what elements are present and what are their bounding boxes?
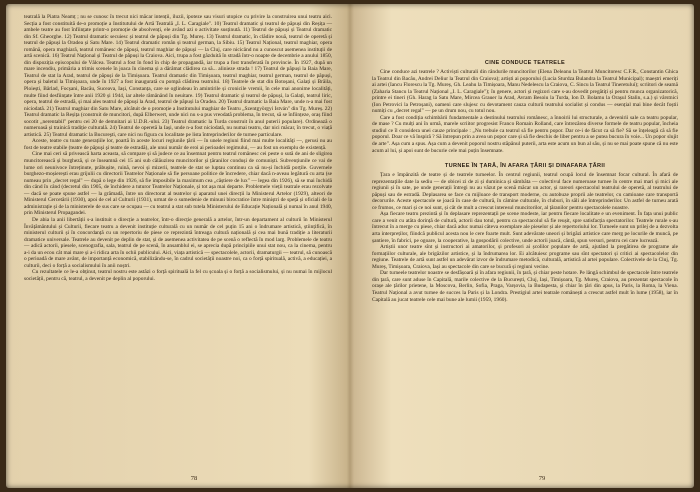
left-paragraph: Cu rezultatele ce le-a obținut, teatrul nostru este astăzi o forță spirituală la fel cu școala și o forță a socialismului, și nu numai în mijlocul societății, pentru că, teatrul, a devenit pe deplin al poporului. <box>24 269 332 282</box>
left-paragraph: teatrală la Piatra Neamț ; nu se cunosc în trecut nici măcar intenții, iluzii, ipoteze sau visuri utopice cu privire la construirea unui teatru aici. Secția a fost constituită de-o promoție a Institutului de Artă Teatrală „I. L. Caragiale". 10) Teatrul dramatic și teatrul de păpuși din Reșița — ambele teatre au fost înființate printr-o promoție de absolvenți, ele având azi o activitate susținută. 11) Teatrul de păpuși și Teatrul dramatic din Sf. Gheorghe. 12) Teatrul dramatic secuiesc și teatrul de păpuși din Tg. Mureș. 13) Teatrul dramatic, în clădire nouă, teatrul de operetă și teatrul de păpuși la Oradea și Satu Mare. 14) Teatrul dramatic român și teatrul german, la Sibiu. 15) Teatrul Național, teatrul maghiar, opera română, opera maghiară, teatrul românesc de păpuși, teatrul maghiar de păpuși — la Cluj, care nicicând nu a cunoscut asemenea instituții de artă scenică. 16) Teatrul Național și Teatrul de păpuși la Craiova. Aici, trupa a fost găzduită în stradă într-o noapte de decembrie a anului 1850, din dispoziția episcopului de Vâlcea. Teatrul a fost în fond în chip de propagandă, iar trupa a fost transferată în provincie. În 1927, după un mare incendiu, primăria a trimis scenele în joaca în cinema și a dărâmat clădirea ca să... alinieze strada ! 17) Teatrul de păpuși la Baia Mare, Teatrul de stat la Arad, teatrul de păpuși de la Timișoara. Teatrul dramatic din Timișoara, teatrul maghiar, teatrul german, teatrul de păpuși, opera și baletul la Timișoara, unde în 1927 a fost inaugurată cu pompă clădirea teatrului. 18) Teatrele de stat din Botoșani, Galați și Brăila, Ploiești, Bârlad, Focșani, Bacău, Suceava, Iași, Constanța, care se oglindeau în amintirile și cronicile vremii, în cele mai anonime localități, multe fiind desființate între anii 1920 și 1944, iar altele rămânând în neuitare. 19) Teatrul dramatic și teatrul de păpuși, la Galați, teatrul liric, opera, teatrul de estradă, și mai ales teatrul de păpuși la Arad, teatrul de păpuși la Oradea. 20) Teatrul dramatic la Baia Mare, unde n-a mai fost niciodată. 21) Teatrul maghiar din Satu Mare, alcătuit de o promoție a Institutului maghiar de Teatru „Szentgyörgyi István" din Tg. Mureș. 22) Teatrul dramatic la Reșița (construit de muncitori, după Elberwert, unde nici nu s-a pus vreodată problema, în trecut, să se înființeze, oraș fiind socotit „nerentabil" pentru cei 20 de demnitari ai U.D.R.-ului. 23) Teatrul dramatic la Turda construit în anul puterii populare). Ordinează o numeroasă și trainică tradiție culturală. 24) Teatrul de operetă la Iași, unde n-a fost niciodată, nu numai teatru, dar nici măcar, în trecut, o viață artistică. 25) Teatrul dramatic la Bucureşti, care nici nu figura cu localitate pe lista întreprinderilor de turnee particulare. <box>24 14 332 138</box>
left-paragraph: Aceste, teatre cu toate generațiile lor, poartă în aceste locuri regiunile ţării — în unele regiuni fiind mai multe localităţi —, gerusi nu au fost de teatre stabile (teatre de păpuşi şi teatre de estradă), ale unui număr de eroi ai perioadei regimului, — au fost un exemplu de existență. <box>24 138 332 151</box>
left-page-body <box>24 14 332 282</box>
right-paragraph: Țara e împânzită de teatre și de teatrele turneelor. În centrul regiunii, teatrul ocupă locul de însemnat focar cultural. În afară de reprezentațiile date la sediu — de obicei zi de zi și duminica și sâmbăta — colectivul face numeroase turnee în centre mai mari și mici ale regiunii și în sate, pe unde generații întregi nu au văzut pe scenă măcar un actor, și rareori spectacolul teatrului de operetă, al teatrului de păpuși sau de estradă. Deplasarea se face cu mijloace de transport moderne, cu autobuze proprii ale teatrelor, cu camioane care transportă decorurile. Aceste spectacole se joacă în case de cultură, în cămine culturale, în cluburi, în săli ale întreprinderilor. Un astfel de turneu arată ce frumos, ce mari și ce noi sunt, și cât de mult a crescut interesul muncitorilor, al țăranilor pentru spectacolele noastre. <box>372 172 678 211</box>
left-page <box>6 4 346 488</box>
right-section-1 <box>372 69 678 154</box>
section-heading: TURNEE ÎN ȚARĂ, ÎN AFARA ȚĂRII ȘI DINAFARA ȚĂRII <box>444 163 606 170</box>
left-paragraph: Cine mai ceri să privească harta aceasta, să compare și să judece ce au însemnat pentru teatrul românesc cei peste o sută de ani de sligirea muncitorească și burgheză, și ce înseamnă cei 15 ani sub călăuzirea muncitorilor și țăranilor conduși de comuniști. Subvențiunile ce vai de lume ori neunivoce întreținute, prăbușite, ruină, nevoi și mizerii, teatrele de stat se luptau continuu ca să nu-și închidă porțile. Guvernele burghezo-moșierești erau grijulii cu directorii Teatrelor Naționale să fie persoane politice de încredere, chiar dacă n-aveau legătură cu arta (se numeau prin „decret regal" — după o lege din 1926, să fie imposibile la maximum cea „câștiere de lux" — legea din 1926), să se mai închidă din când în când (decretul din 1905, de închidere a tuturor Teatrelor Naționale, și tot așa mai departe. Problemele vieții teatrale erau rezolvate — dacă se poate spune astfel — la grămadă, între un directorat al teatrelor și aparatul unei direcții la Ministerul Artelor (1929), alteori de Ministerul Cercetării (1930), apoi de cel al Culturii (1931), urmat de o sumedenie de minuni birocratice între miniștri de speță și oficiali de la administrație și de la ministerele de sus care se ocupau — cu teatrul a stat sub tutela Ministerului de Educație Națională și numai în anul 1940, prin Ministerul Propagandei. <box>24 151 332 217</box>
page-number-left: 78 <box>190 475 198 482</box>
right-paragraph: Artiștii unor teatre sînt și instructori ai amatorilor, și profesori ai școlilor populare de artă, ajutând la pregătirea de programe ale formațiilor culturale, ale brigăzilor artistice, și la îndrumarea lor. Ei alcătuiesc programe sau sînt spectatori și critici ai spectacolelor din regiune. Teatrele de artă sunt astfel un adevărat izvor de îndrumare metodică, culturală, artistică al artei populare. Colectivele de la Cluj, Tg. Mureș, Timișoara, Craiova, Iași au spectacole din care se bucură și regiuni vecine. <box>372 244 678 270</box>
page-number-right: 79 <box>538 475 546 482</box>
right-paragraph: Așa fiecare teatru prezintă și în deplasare reprezentații pe scene modeste, iar pentru fiecare localitate e un eveniment. În fața unui public care a venit cu atâta dorință de cultură, actorii dau totul, pentru ca spectacolul să fie reușit, spre satisfacția spectatorilor. Teatrele rurale s-au întrecut în a merge cu piese, chiar dacă aduc numai câteva exemplare ale pieselor și ale repertoriului lor. Turneele sunt un prilej de a dezvolta arta interpreților, fiindcă publicul acesta nou le cere foarte mult. Sunt adevărate uneori și brigăzi artistice care merg pe locurile de muncă, pe șantiere, în fabrici, pe ogoare, la cooperative, la gospodării colective, unde actorii joacă, cântă, spun versuri, pentru cei care lucrează. <box>372 211 678 244</box>
right-paragraph: Cine conduce azi teatrele ? Activiști culturali din rândurile muncitorilor (Elena Deleanu la Teatrul Muncitoresc C.F.R., Constantin Ghica la Teatrul din Bacău, Andrei Deliur la Teatrul din Craiova); artiști ai poporului (Lucia Sturdza Bulandra la Teatrul Municipal); maeștri emeriți ai artei (Iancu Florescu la Tg. Mureș, Gh. Leahu la Timișoara, Manu Nedelescu la Craiova, C. Sincu la Teatrul Tineretului); scriitori de seamă (Zaharia Stancu la Teatrul Național „I. L. Caragiale"); în genere, actori și regizori care s-au dovedit pregătiți și pentru munca organizatorică, printre ei tineri (Gh. Harag la Satu Mare, Mircea Grauer la Arad, Avram Besoiu la Turda, Ion D. Bolamu la Orașul Stalin, s.a.) și vârstnici (Ion Petrovici la Petroșani), oameni care slujesc cu devotament cauza culturii teatrului socialist și condus — esențial mai bine decât foștii numiți cu „decret regal" — pe un drum nou, cu totul nou. <box>372 69 678 115</box>
right-paragraph: Dar turneele teatrelor noastre se desfășoară și în afara regiunii, în țară, și chiar peste hotare. Pe lângă schimbul de spectacole între teatrele din țară, care sunt aduse în Capitală, marile colective de la București, Cluj, Iași, Timișoara, Tg. Mureș, Craiova, au prezentat spectacole în orașe ale țărilor prietene, la Moscova, Berlin, Sofia, Praga, Varșovia, la Budapesta, și chiar în țări din apus, la Paris, la Roma, la Viena. Teatrul Național a avut turnee de succes la Paris și la Londra. Prestigiul artei teatrale românești a crescut astfel mult în lume (1958), iar în Capitală au jucat teatrele cele mai bune ale lumii (1959, 1960). <box>372 270 678 303</box>
section-gap <box>372 154 678 159</box>
right-section-2 <box>372 172 678 303</box>
section-heading: CINE CONDUCE TEATRELE <box>484 60 566 66</box>
left-paragraph: De abia la anii libertății s-a instituit o direcție a teatrelor, într-o direcție generală a artelor, într-un departament al culturii în Ministerul Învățământului și Culturii, fiecare teatru a devenit instituție culturală cu un număr de cel puțin 15 ani o îndrumare artistică, științifică, în ministerul culturii și în concordanță cu un repertoriu de piese ce reprezintă întreaga cultură națională și cea mai bună tradiție a literaturii dramatice universale. Teatrele au devenit pe deplin de stat, și de asemenea activitatea de pe scenă o reflectă în mod larg. Problemele de teatru — adică actorii, piesele, scenografia, sala, teatrul de pe scenă, în ansamblul ei, se aprecia după principiile unui stat nou, ca la cinema, pentru a-i da un ecou cât mai mare și a-i ridica arta în ochii publicului. Aici, viața artistică — spectacolele, actorii, dramaturgii — teatrul, să cunoască o perioadă de mare avânt, de importanță economică, stabilizându-se, în cadrul societății noastre noi, ca o forță spirituală, activă, a educației, a culturii, deci o forță a socialismului în anii noștri. <box>24 216 332 269</box>
top-margin <box>372 14 678 56</box>
right-paragraph: Care a fost condiția schimbării fundamentale a destinului teatrului românesc, a înnoirii lui structurale, a devenirii sale ca teatru popular, de mase ? Cu mulți ani în urmă, marele scriitor progresist Franco Romain Rolland, care întrezărea diverse formele de teatru popular, încheia studiul ce îl considera unei cauze principale : „Nu trebuie ca teatrul să fie pentru popor. Dar ce-i de făcut ca să fie? Să se înțeleagă că să fie poporul. Doar ce vă înspiră ? Să întrepun prin a avea un popor care și să fie deschis de liber pentru a se putea bucura în voie... Un popor slujit de arte". Așa cum a spus. Așa cum a devenit poporul nostru stăpânul puterii, arta este acum un bun al său, și nu se mai poate spune că nu este acum al lui, și apoi sunt de bucurie cele mai puțin însemnate. <box>372 114 678 154</box>
right-page <box>354 4 694 488</box>
book-spread <box>6 4 694 488</box>
